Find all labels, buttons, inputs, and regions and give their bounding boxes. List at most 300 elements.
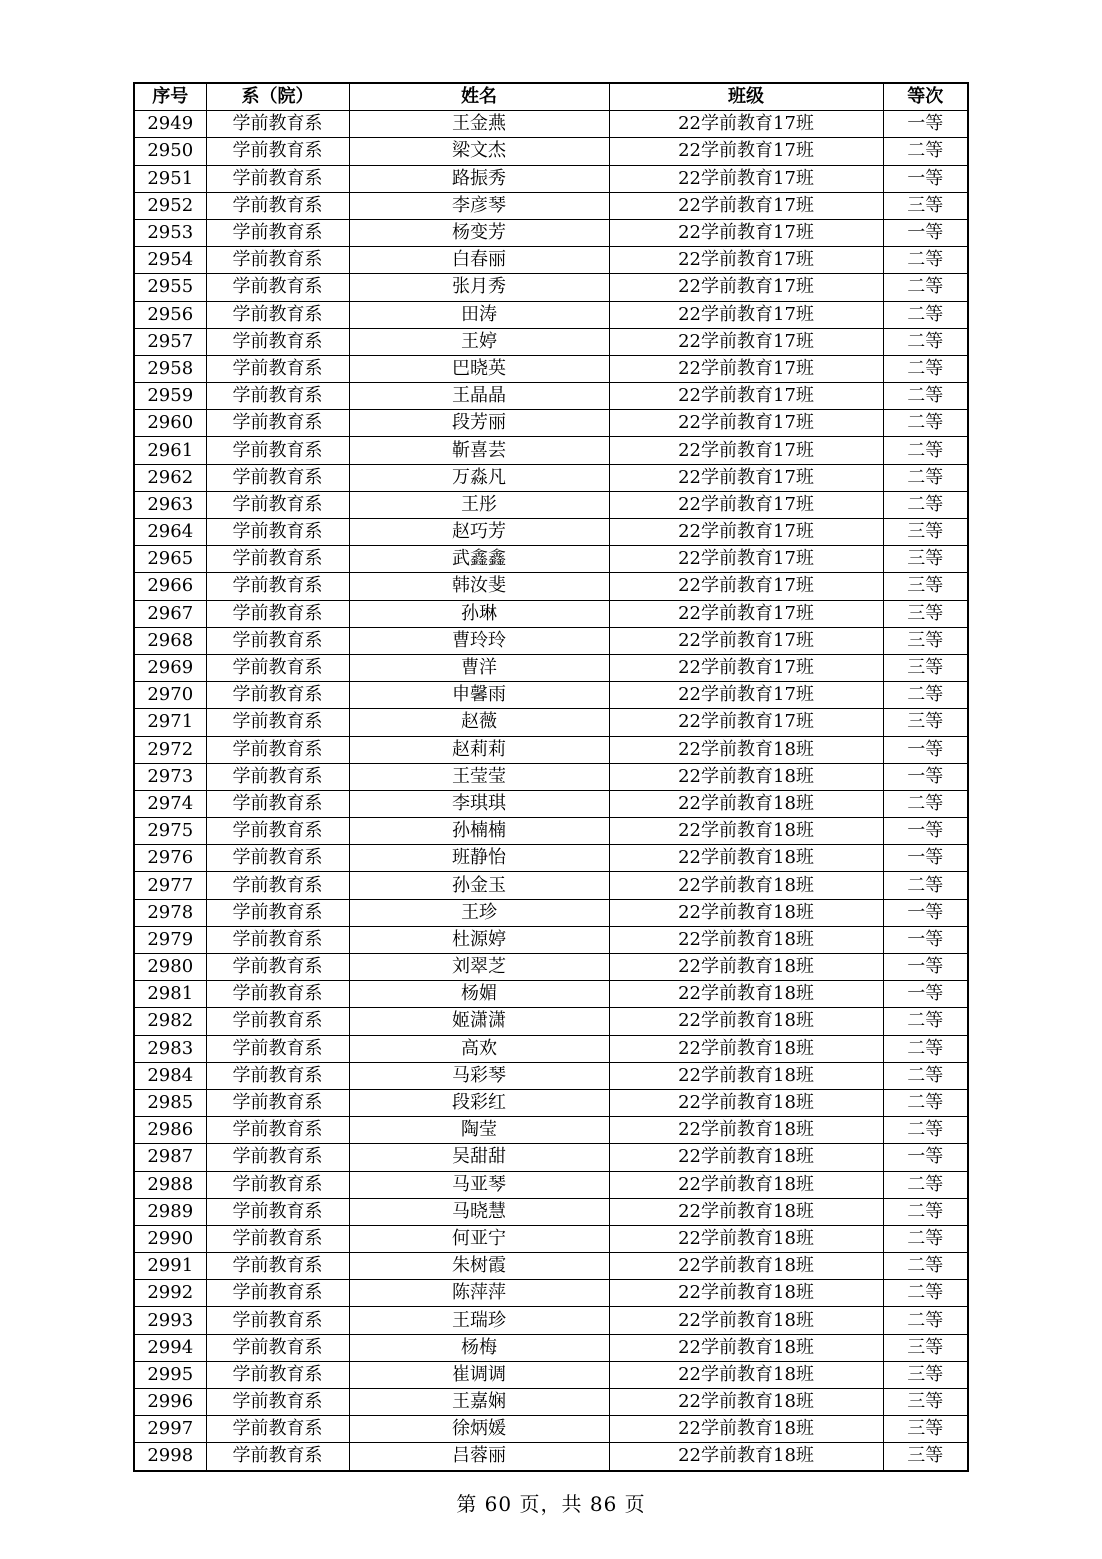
cell-name: 朱树霞: [349, 1253, 609, 1280]
cell-grade: 一等: [883, 899, 968, 926]
cell-name: 姬潇潇: [349, 1008, 609, 1035]
cell-department: 学前教育系: [206, 328, 349, 355]
cell-serial-number: 2986: [134, 1117, 206, 1144]
cell-class: 22学前教育18班: [609, 1144, 883, 1171]
cell-department: 学前教育系: [206, 519, 349, 546]
cell-class: 22学前教育18班: [609, 1416, 883, 1443]
cell-grade: 二等: [883, 682, 968, 709]
cell-grade: 三等: [883, 709, 968, 736]
table-row: [134, 1035, 968, 1062]
cell-grade: 三等: [883, 1389, 968, 1416]
cell-serial-number: 2990: [134, 1225, 206, 1252]
cell-class: 22学前教育17班: [609, 410, 883, 437]
cell-grade: 一等: [883, 1144, 968, 1171]
cell-department: 学前教育系: [206, 410, 349, 437]
cell-serial-number: 2975: [134, 818, 206, 845]
cell-grade: 二等: [883, 1307, 968, 1334]
cell-name: 杜源婷: [349, 926, 609, 953]
table-row: [134, 709, 968, 736]
cell-grade: 二等: [883, 274, 968, 301]
cell-name: 赵巧芳: [349, 519, 609, 546]
cell-serial-number: 2961: [134, 437, 206, 464]
cell-grade: 二等: [883, 383, 968, 410]
cell-class: 22学前教育18班: [609, 1062, 883, 1089]
table-row: [134, 981, 968, 1008]
cell-class: 22学前教育18班: [609, 872, 883, 899]
cell-department: 学前教育系: [206, 1144, 349, 1171]
cell-grade: 一等: [883, 763, 968, 790]
cell-grade: 三等: [883, 192, 968, 219]
cell-grade: 一等: [883, 981, 968, 1008]
cell-serial-number: 2988: [134, 1171, 206, 1198]
cell-name: 赵薇: [349, 709, 609, 736]
cell-department: 学前教育系: [206, 1171, 349, 1198]
cell-serial-number: 2957: [134, 328, 206, 355]
cell-grade: 二等: [883, 410, 968, 437]
cell-department: 学前教育系: [206, 981, 349, 1008]
table-row: [134, 491, 968, 518]
cell-department: 学前教育系: [206, 355, 349, 382]
table-row: [134, 192, 968, 219]
cell-department: 学前教育系: [206, 1334, 349, 1361]
cell-department: 学前教育系: [206, 1416, 349, 1443]
cell-serial-number: 2985: [134, 1089, 206, 1116]
cell-grade: 二等: [883, 464, 968, 491]
cell-serial-number: 2951: [134, 165, 206, 192]
cell-department: 学前教育系: [206, 954, 349, 981]
cell-grade: 二等: [883, 247, 968, 274]
header-name: 姓名: [349, 83, 609, 111]
cell-department: 学前教育系: [206, 654, 349, 681]
cell-department: 学前教育系: [206, 546, 349, 573]
cell-name: 李彦琴: [349, 192, 609, 219]
header-serial-number: 序号: [134, 83, 206, 111]
cell-class: 22学前教育17班: [609, 546, 883, 573]
table-row: [134, 355, 968, 382]
table-row: [134, 1089, 968, 1116]
cell-class: 22学前教育18班: [609, 845, 883, 872]
cell-name: 曹玲玲: [349, 627, 609, 654]
cell-serial-number: 2949: [134, 111, 206, 138]
cell-grade: 一等: [883, 111, 968, 138]
cell-class: 22学前教育17班: [609, 491, 883, 518]
table-row: [134, 1008, 968, 1035]
cell-class: 22学前教育17班: [609, 274, 883, 301]
table-row: [134, 654, 968, 681]
cell-name: 孙琳: [349, 600, 609, 627]
cell-department: 学前教育系: [206, 709, 349, 736]
cell-department: 学前教育系: [206, 247, 349, 274]
cell-department: 学前教育系: [206, 1389, 349, 1416]
cell-class: 22学前教育18班: [609, 763, 883, 790]
table-row: [134, 682, 968, 709]
cell-grade: 一等: [883, 926, 968, 953]
table-row: [134, 1280, 968, 1307]
cell-department: 学前教育系: [206, 464, 349, 491]
cell-serial-number: 2984: [134, 1062, 206, 1089]
table-row: [134, 1198, 968, 1225]
cell-name: 段彩红: [349, 1089, 609, 1116]
cell-grade: 三等: [883, 627, 968, 654]
cell-serial-number: 2965: [134, 546, 206, 573]
table-row: [134, 1253, 968, 1280]
cell-grade: 二等: [883, 1117, 968, 1144]
cell-name: 马晓慧: [349, 1198, 609, 1225]
cell-class: 22学前教育18班: [609, 1198, 883, 1225]
cell-class: 22学前教育17班: [609, 165, 883, 192]
cell-class: 22学前教育18班: [609, 1443, 883, 1471]
table-row: [134, 1062, 968, 1089]
cell-serial-number: 2974: [134, 790, 206, 817]
cell-name: 王嘉娴: [349, 1389, 609, 1416]
table-row: [134, 1307, 968, 1334]
header-grade: 等次: [883, 83, 968, 111]
cell-grade: 三等: [883, 600, 968, 627]
cell-grade: 三等: [883, 519, 968, 546]
cell-class: 22学前教育17班: [609, 383, 883, 410]
cell-serial-number: 2956: [134, 301, 206, 328]
cell-name: 陈萍萍: [349, 1280, 609, 1307]
cell-grade: 二等: [883, 491, 968, 518]
table-row: [134, 845, 968, 872]
cell-name: 梁文杰: [349, 138, 609, 165]
table-row: [134, 219, 968, 246]
cell-department: 学前教育系: [206, 165, 349, 192]
cell-department: 学前教育系: [206, 790, 349, 817]
cell-serial-number: 2980: [134, 954, 206, 981]
cell-class: 22学前教育17班: [609, 219, 883, 246]
cell-department: 学前教育系: [206, 1307, 349, 1334]
cell-name: 曹洋: [349, 654, 609, 681]
cell-serial-number: 2993: [134, 1307, 206, 1334]
table-row: [134, 1225, 968, 1252]
cell-department: 学前教育系: [206, 627, 349, 654]
cell-name: 孙楠楠: [349, 818, 609, 845]
cell-class: 22学前教育18班: [609, 981, 883, 1008]
cell-serial-number: 2952: [134, 192, 206, 219]
cell-grade: 二等: [883, 437, 968, 464]
table-row: [134, 1416, 968, 1443]
cell-name: 吕蓉丽: [349, 1443, 609, 1471]
cell-serial-number: 2950: [134, 138, 206, 165]
cell-department: 学前教育系: [206, 1117, 349, 1144]
table-row: [134, 899, 968, 926]
table-row: [134, 1443, 968, 1471]
cell-serial-number: 2967: [134, 600, 206, 627]
cell-serial-number: 2973: [134, 763, 206, 790]
cell-grade: 二等: [883, 1035, 968, 1062]
cell-name: 王莹莹: [349, 763, 609, 790]
cell-class: 22学前教育17班: [609, 627, 883, 654]
cell-serial-number: 2997: [134, 1416, 206, 1443]
table-row: [134, 383, 968, 410]
cell-serial-number: 2995: [134, 1361, 206, 1388]
cell-serial-number: 2994: [134, 1334, 206, 1361]
table-row: [134, 410, 968, 437]
cell-class: 22学前教育18班: [609, 1225, 883, 1252]
cell-department: 学前教育系: [206, 437, 349, 464]
cell-department: 学前教育系: [206, 1225, 349, 1252]
cell-serial-number: 2989: [134, 1198, 206, 1225]
cell-class: 22学前教育18班: [609, 736, 883, 763]
cell-department: 学前教育系: [206, 1008, 349, 1035]
table-row: [134, 464, 968, 491]
cell-name: 韩汝斐: [349, 573, 609, 600]
cell-grade: 二等: [883, 138, 968, 165]
cell-serial-number: 2977: [134, 872, 206, 899]
cell-department: 学前教育系: [206, 1089, 349, 1116]
cell-class: 22学前教育17班: [609, 138, 883, 165]
table-row: [134, 1389, 968, 1416]
cell-serial-number: 2958: [134, 355, 206, 382]
cell-class: 22学前教育18班: [609, 1253, 883, 1280]
cell-class: 22学前教育18班: [609, 790, 883, 817]
cell-grade: 三等: [883, 573, 968, 600]
cell-class: 22学前教育17班: [609, 111, 883, 138]
cell-name: 王晶晶: [349, 383, 609, 410]
cell-name: 王瑞珍: [349, 1307, 609, 1334]
cell-serial-number: 2992: [134, 1280, 206, 1307]
cell-name: 马彩琴: [349, 1062, 609, 1089]
cell-name: 路振秀: [349, 165, 609, 192]
table-row: [134, 546, 968, 573]
cell-department: 学前教育系: [206, 1035, 349, 1062]
cell-class: 22学前教育18班: [609, 1389, 883, 1416]
cell-class: 22学前教育18班: [609, 1307, 883, 1334]
cell-grade: 二等: [883, 872, 968, 899]
cell-name: 刘翠芝: [349, 954, 609, 981]
cell-department: 学前教育系: [206, 736, 349, 763]
cell-serial-number: 2962: [134, 464, 206, 491]
cell-department: 学前教育系: [206, 1062, 349, 1089]
cell-class: 22学前教育17班: [609, 600, 883, 627]
cell-serial-number: 2996: [134, 1389, 206, 1416]
cell-name: 杨梅: [349, 1334, 609, 1361]
cell-serial-number: 2976: [134, 845, 206, 872]
cell-class: 22学前教育18班: [609, 1171, 883, 1198]
cell-grade: 二等: [883, 355, 968, 382]
table-row: [134, 437, 968, 464]
cell-serial-number: 2954: [134, 247, 206, 274]
table-row: [134, 573, 968, 600]
cell-grade: 三等: [883, 1361, 968, 1388]
cell-grade: 三等: [883, 1334, 968, 1361]
cell-name: 田涛: [349, 301, 609, 328]
cell-serial-number: 2979: [134, 926, 206, 953]
cell-serial-number: 2983: [134, 1035, 206, 1062]
table-row: [134, 763, 968, 790]
cell-department: 学前教育系: [206, 818, 349, 845]
cell-department: 学前教育系: [206, 1361, 349, 1388]
cell-class: 22学前教育18班: [609, 1117, 883, 1144]
cell-name: 武鑫鑫: [349, 546, 609, 573]
cell-grade: 三等: [883, 654, 968, 681]
cell-department: 学前教育系: [206, 600, 349, 627]
cell-serial-number: 2987: [134, 1144, 206, 1171]
cell-department: 学前教育系: [206, 491, 349, 518]
cell-class: 22学前教育17班: [609, 328, 883, 355]
cell-serial-number: 2969: [134, 654, 206, 681]
cell-name: 何亚宁: [349, 1225, 609, 1252]
award-table: [133, 82, 969, 1472]
cell-name: 班静怡: [349, 845, 609, 872]
table-row: [134, 1361, 968, 1388]
cell-grade: 二等: [883, 301, 968, 328]
cell-name: 王金燕: [349, 111, 609, 138]
table-row: [134, 627, 968, 654]
cell-grade: 二等: [883, 1225, 968, 1252]
cell-serial-number: 2982: [134, 1008, 206, 1035]
cell-serial-number: 2970: [134, 682, 206, 709]
table-row: [134, 926, 968, 953]
cell-grade: 三等: [883, 1416, 968, 1443]
cell-class: 22学前教育17班: [609, 709, 883, 736]
cell-class: 22学前教育17班: [609, 654, 883, 681]
table-row: [134, 247, 968, 274]
cell-department: 学前教育系: [206, 573, 349, 600]
cell-department: 学前教育系: [206, 192, 349, 219]
cell-class: 22学前教育18班: [609, 1334, 883, 1361]
cell-class: 22学前教育18班: [609, 926, 883, 953]
table-row: [134, 1144, 968, 1171]
table-row: [134, 165, 968, 192]
cell-department: 学前教育系: [206, 1253, 349, 1280]
header-class: 班级: [609, 83, 883, 111]
cell-class: 22学前教育17班: [609, 301, 883, 328]
cell-department: 学前教育系: [206, 219, 349, 246]
cell-serial-number: 2959: [134, 383, 206, 410]
cell-serial-number: 2964: [134, 519, 206, 546]
page-number: 第 60 页，共 86 页: [456, 1492, 646, 1516]
cell-name: 孙金玉: [349, 872, 609, 899]
cell-serial-number: 2972: [134, 736, 206, 763]
table-row: [134, 138, 968, 165]
cell-class: 22学前教育17班: [609, 519, 883, 546]
cell-serial-number: 2968: [134, 627, 206, 654]
table-row: [134, 111, 968, 138]
cell-department: 学前教育系: [206, 682, 349, 709]
cell-grade: 二等: [883, 1253, 968, 1280]
cell-class: 22学前教育18班: [609, 1035, 883, 1062]
cell-department: 学前教育系: [206, 899, 349, 926]
cell-name: 赵莉莉: [349, 736, 609, 763]
table-row: [134, 736, 968, 763]
cell-grade: 二等: [883, 790, 968, 817]
cell-name: 巴晓英: [349, 355, 609, 382]
table-row: [134, 872, 968, 899]
cell-grade: 一等: [883, 818, 968, 845]
cell-grade: 一等: [883, 954, 968, 981]
cell-grade: 二等: [883, 1062, 968, 1089]
table-row: [134, 1171, 968, 1198]
cell-name: 徐炳媛: [349, 1416, 609, 1443]
cell-grade: 一等: [883, 845, 968, 872]
cell-name: 马亚琴: [349, 1171, 609, 1198]
cell-class: 22学前教育18班: [609, 1089, 883, 1116]
cell-name: 段芳丽: [349, 410, 609, 437]
cell-name: 王婷: [349, 328, 609, 355]
cell-grade: 一等: [883, 219, 968, 246]
cell-grade: 二等: [883, 1280, 968, 1307]
cell-department: 学前教育系: [206, 1198, 349, 1225]
cell-class: 22学前教育18班: [609, 1008, 883, 1035]
cell-class: 22学前教育17班: [609, 464, 883, 491]
cell-serial-number: 2971: [134, 709, 206, 736]
cell-class: 22学前教育17班: [609, 437, 883, 464]
cell-class: 22学前教育18班: [609, 1361, 883, 1388]
cell-name: 崔调调: [349, 1361, 609, 1388]
cell-class: 22学前教育18班: [609, 899, 883, 926]
cell-grade: 二等: [883, 1089, 968, 1116]
table-row: [134, 1117, 968, 1144]
table-row: [134, 1334, 968, 1361]
cell-department: 学前教育系: [206, 383, 349, 410]
cell-class: 22学前教育17班: [609, 682, 883, 709]
cell-class: 22学前教育18班: [609, 1280, 883, 1307]
cell-name: 申馨雨: [349, 682, 609, 709]
cell-name: 杨变芳: [349, 219, 609, 246]
cell-class: 22学前教育17班: [609, 573, 883, 600]
table-row: [134, 600, 968, 627]
cell-department: 学前教育系: [206, 138, 349, 165]
cell-grade: 二等: [883, 1198, 968, 1225]
cell-serial-number: 2991: [134, 1253, 206, 1280]
cell-department: 学前教育系: [206, 301, 349, 328]
cell-grade: 二等: [883, 328, 968, 355]
cell-name: 陶莹: [349, 1117, 609, 1144]
cell-department: 学前教育系: [206, 872, 349, 899]
cell-serial-number: 2981: [134, 981, 206, 1008]
cell-name: 靳喜芸: [349, 437, 609, 464]
cell-class: 22学前教育17班: [609, 247, 883, 274]
table-row: [134, 954, 968, 981]
cell-serial-number: 2953: [134, 219, 206, 246]
cell-serial-number: 2978: [134, 899, 206, 926]
cell-name: 张月秀: [349, 274, 609, 301]
cell-department: 学前教育系: [206, 845, 349, 872]
cell-serial-number: 2963: [134, 491, 206, 518]
cell-name: 杨媚: [349, 981, 609, 1008]
cell-department: 学前教育系: [206, 1280, 349, 1307]
cell-grade: 三等: [883, 1443, 968, 1471]
cell-name: 高欢: [349, 1035, 609, 1062]
cell-department: 学前教育系: [206, 763, 349, 790]
cell-name: 王珍: [349, 899, 609, 926]
cell-grade: 一等: [883, 165, 968, 192]
table-body: [134, 111, 968, 1471]
table-row: [134, 790, 968, 817]
cell-class: 22学前教育18班: [609, 954, 883, 981]
cell-department: 学前教育系: [206, 274, 349, 301]
table-row: [134, 519, 968, 546]
cell-department: 学前教育系: [206, 111, 349, 138]
cell-grade: 三等: [883, 546, 968, 573]
cell-department: 学前教育系: [206, 1443, 349, 1471]
table-row: [134, 274, 968, 301]
cell-serial-number: 2998: [134, 1443, 206, 1471]
cell-serial-number: 2966: [134, 573, 206, 600]
cell-class: 22学前教育17班: [609, 192, 883, 219]
cell-name: 吴甜甜: [349, 1144, 609, 1171]
cell-class: 22学前教育18班: [609, 818, 883, 845]
cell-grade: 一等: [883, 736, 968, 763]
cell-name: 王彤: [349, 491, 609, 518]
table-header-row: [134, 83, 968, 111]
header-department: 系（院）: [206, 83, 349, 111]
table-row: [134, 818, 968, 845]
cell-class: 22学前教育17班: [609, 355, 883, 382]
table-row: [134, 301, 968, 328]
